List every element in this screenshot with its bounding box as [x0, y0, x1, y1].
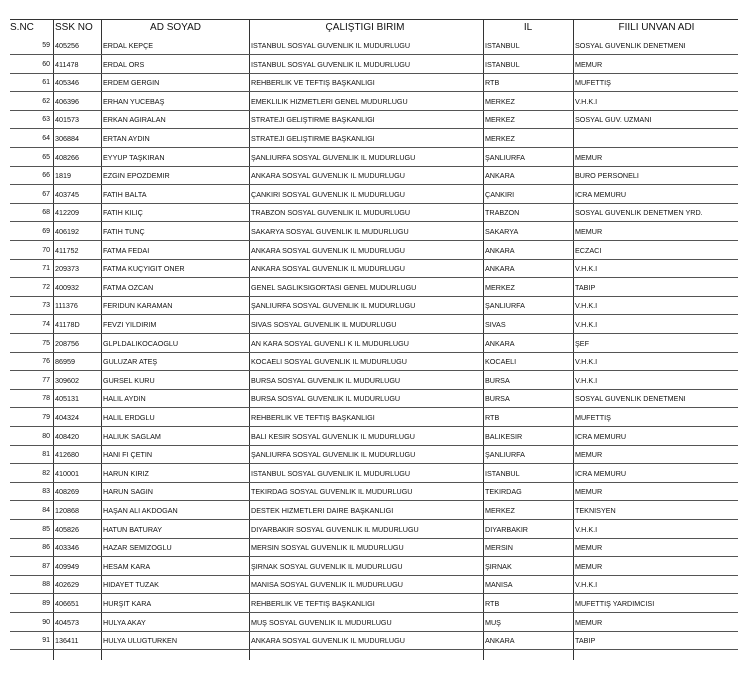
cell-ssk-no: 405256 — [55, 41, 79, 50]
cell-ssk-no: 403745 — [55, 189, 79, 199]
cell-birim: ŞANLIURFA SOSYAL GUVENLIK IL MUDURLUGU — [251, 152, 416, 162]
cell-ad-soyad: GURSEL KURU — [103, 375, 155, 385]
cell-unvan: MEMUR — [575, 59, 603, 69]
cell-ssk-no: 86959 — [55, 357, 75, 367]
cell-ssk-no: 405131 — [55, 394, 79, 404]
table-row — [10, 316, 738, 334]
cell-ssk-no: 410001 — [55, 468, 79, 478]
cell-il: MERKEZ — [485, 96, 515, 106]
cell-ad-soyad: FATMA FEDAI — [103, 245, 150, 255]
cell-il: MERKEZ — [485, 282, 515, 292]
cell-ssk-no: 412680 — [55, 450, 79, 460]
cell-snc: 67 — [42, 190, 50, 198]
cell-unvan: V.H.K.I — [575, 264, 598, 274]
cell-ad-soyad: FATIH TUNÇ — [103, 227, 145, 236]
cell-snc: 87 — [42, 562, 50, 570]
cell-birim: MUŞ SOSYAL GUVENLIK IL MUDURLUGU — [251, 617, 392, 627]
cell-unvan: SOSYAL GUVENLIK DENETMEN YRD. — [575, 208, 703, 218]
cell-birim: SAKARYA SOSYAL GUVENLIK IL MUDURLUGU — [251, 227, 409, 236]
table-row — [10, 353, 738, 371]
cell-ad-soyad: ERDEM GERGIN — [103, 78, 160, 88]
cell-snc: 83 — [42, 488, 50, 496]
table-row — [10, 130, 738, 148]
column-header-birim: ÇALIŞTIGI BIRIM — [325, 22, 405, 33]
cell-ad-soyad: ERTAN AYDIN — [103, 134, 150, 143]
cell-birim: TRABZON SOSYAL GUVENLIK IL MUDURLUGU — [251, 208, 411, 218]
cell-snc: 84 — [42, 507, 50, 514]
cell-unvan: MEMUR — [575, 617, 603, 627]
cell-ssk-no: 208756 — [55, 338, 79, 348]
cell-snc: 66 — [42, 172, 50, 180]
cell-birim: ISTANBUL SOSYAL GUVENLIK IL MUDURLUGU — [251, 41, 411, 50]
cell-ad-soyad: FERIDUN KARAMAN — [103, 301, 173, 311]
cell-ad-soyad: HAZAR SEMIZOGLU — [103, 543, 172, 553]
cell-il: ŞIRNAK — [485, 561, 512, 571]
cell-il: ISTANBUL — [485, 468, 520, 478]
table-row — [10, 37, 738, 55]
cell-ssk-no: 400932 — [55, 282, 79, 292]
cell-il: BALIKESIR — [485, 431, 523, 441]
cell-ad-soyad: HALIUK SAGLAM — [103, 431, 161, 441]
cell-birim: MANISA SOSYAL GUVENLIK IL MUDURLUGU — [251, 580, 403, 590]
cell-il: MUŞ — [485, 617, 501, 627]
cell-snc: 61 — [42, 79, 50, 87]
column-header-snc: S.NC — [10, 22, 34, 33]
cell-snc: 78 — [42, 395, 50, 403]
table-row — [10, 576, 738, 594]
cell-unvan: V.H.K.I — [575, 580, 598, 590]
table-row — [10, 279, 738, 297]
cell-birim: ISTANBUL SOSYAL GUVENLIK IL MUDURLUGU — [251, 468, 411, 478]
cell-il: MERKEZ — [485, 506, 515, 515]
cell-birim: TEKIRDAG SOSYAL GUVENLIK IL MUDURLUGU — [251, 487, 413, 497]
cell-il: ISTANBUL — [485, 59, 520, 69]
column-header-ssk-no: SSK NO — [55, 22, 93, 33]
cell-ssk-no: 406396 — [55, 96, 79, 106]
cell-ad-soyad: HANI FI ÇETIN — [103, 450, 153, 460]
cell-ssk-no: 408420 — [55, 431, 79, 441]
cell-il: ÇANKIRI — [485, 189, 515, 199]
cell-birim: BURSA SOSYAL GUVENLIK IL MUDURLUGU — [251, 394, 401, 404]
cell-il: MERKEZ — [485, 134, 515, 143]
cell-birim: ANKARA SOSYAL GUVENLIK IL MUDURLUGU — [251, 636, 405, 646]
cell-ad-soyad: HESAM KARA — [103, 561, 151, 571]
cell-birim: MERSIN SOSYAL GUVENLIK IL MUDURLUGU — [251, 543, 404, 553]
cell-ad-soyad: HALIL ERDGLU — [103, 413, 155, 422]
cell-unvan: MEMUR — [575, 227, 603, 236]
cell-birim: BALI KESIR SOSYAL GUVENLIK IL MUDURLUGU — [251, 431, 415, 441]
cell-ad-soyad: GULUZAR ATEŞ — [103, 357, 158, 367]
cell-snc: 59 — [42, 42, 50, 49]
cell-unvan: SOSYAL GUV. UZMANI — [575, 115, 652, 125]
cell-unvan: MEMUR — [575, 450, 603, 460]
cell-ssk-no: 406192 — [55, 227, 79, 236]
cell-snc: 74 — [42, 321, 50, 328]
cell-snc: 86 — [42, 544, 50, 552]
cell-ad-soyad: FATIH BALTA — [103, 189, 147, 199]
cell-ad-soyad: HARUN SAGIN — [103, 487, 153, 497]
cell-ssk-no: 41178D — [55, 320, 80, 329]
table-row — [10, 297, 738, 315]
table-row — [10, 595, 738, 613]
cell-snc: 85 — [42, 525, 50, 533]
table-row — [10, 111, 738, 129]
table-row — [10, 446, 738, 464]
cell-il: MERSIN — [485, 543, 513, 553]
cell-birim: KOCAELI SOSYAL GUVENLIK IL MUDURLUGU — [251, 357, 407, 367]
table-row — [10, 204, 738, 222]
table-row — [10, 93, 738, 111]
cell-unvan: TABIP — [575, 282, 596, 292]
table-row — [10, 335, 738, 353]
table-row — [10, 614, 738, 632]
cell-snc: 73 — [42, 302, 50, 310]
table-row — [10, 521, 738, 539]
cell-snc: 60 — [42, 60, 50, 68]
cell-ad-soyad: EYYUP TAŞKIRAN — [103, 152, 165, 162]
cell-ssk-no: 1819 — [55, 171, 71, 181]
table-row — [10, 409, 738, 427]
cell-snc: 81 — [42, 451, 50, 459]
cell-birim: ANKARA SOSYAL GUVENLIK IL MUDURLUGU — [251, 245, 405, 255]
cell-birim: DIYARBAKIR SOSYAL GUVENLIK IL MUDURLUGU — [251, 524, 419, 534]
cell-snc: 62 — [42, 97, 50, 105]
cell-ssk-no: 406651 — [55, 599, 79, 608]
cell-ssk-no: 405346 — [55, 78, 79, 88]
cell-ad-soyad: ERKAN AGIRALAN — [103, 115, 166, 125]
table-row — [10, 167, 738, 185]
cell-ad-soyad: HIDAYET TUZAK — [103, 580, 159, 590]
cell-il: ANKARA — [485, 338, 515, 348]
cell-birim: ŞIRNAK SOSYAL GUVENLIK IL MUDURLUGU — [251, 561, 403, 571]
table-row — [10, 149, 738, 167]
cell-ad-soyad: FATMA KUÇYIGIT ONER — [103, 264, 185, 274]
cell-ad-soyad: HARUN KIRIZ — [103, 468, 149, 478]
cell-il: BURSA — [485, 394, 510, 404]
cell-unvan: V.H.K.I — [575, 375, 598, 385]
cell-snc: 68 — [42, 209, 50, 217]
cell-unvan: SOSYAL GUVENLIK DENETMENI — [575, 394, 686, 404]
cell-unvan: V.H.K.I — [575, 524, 598, 534]
cell-ssk-no: 408269 — [55, 487, 79, 497]
cell-snc: 82 — [42, 469, 50, 477]
cell-il: SAKARYA — [485, 227, 519, 236]
cell-unvan: ICRA MEMURU — [575, 431, 627, 441]
cell-birim: REHBERLIK VE TEFTIŞ BAŞKANLIGI — [251, 599, 375, 608]
column-header-ad-soyad: AD SOYAD — [150, 22, 201, 33]
cell-il: ANKARA — [485, 636, 515, 646]
cell-unvan — [575, 130, 738, 147]
cell-ad-soyad: HULYA AKAY — [103, 617, 146, 627]
cell-snc: 63 — [42, 116, 50, 124]
table-row — [10, 260, 738, 278]
cell-ssk-no: 120868 — [55, 506, 79, 515]
cell-il: RTB — [485, 599, 500, 608]
cell-unvan: BURO PERSONELI — [575, 171, 639, 181]
cell-ad-soyad: ERDAL ORS — [103, 59, 145, 69]
cell-il: SIVAS — [485, 320, 506, 329]
cell-ssk-no: 403346 — [55, 543, 79, 553]
cell-unvan: MUFETTIŞ — [575, 413, 611, 422]
cell-unvan: V.H.K.I — [575, 96, 598, 106]
cell-ssk-no: 401573 — [55, 115, 79, 125]
cell-snc: 76 — [42, 358, 50, 366]
cell-unvan: MEMUR — [575, 543, 603, 553]
cell-ad-soyad: HURŞIT KARA — [103, 599, 152, 608]
cell-snc: 70 — [42, 246, 50, 254]
cell-ssk-no: 306884 — [55, 134, 79, 143]
cell-birim: DESTEK HIZMETLERI DAIRE BAŞKANLIGI — [251, 506, 394, 515]
cell-unvan: ICRA MEMURU — [575, 189, 627, 199]
column-header-il: IL — [523, 22, 533, 33]
cell-ssk-no: 209373 — [55, 264, 79, 274]
cell-il: RTB — [485, 78, 500, 88]
table-row — [10, 223, 738, 241]
cell-ssk-no: 411752 — [55, 245, 79, 255]
cell-unvan: MEMUR — [575, 152, 603, 162]
cell-ssk-no: 405826 — [55, 524, 79, 534]
cell-snc: 80 — [42, 432, 50, 440]
cell-il: DIYARBAKIR — [485, 524, 529, 534]
table-row — [10, 502, 738, 520]
cell-unvan: ŞEF — [575, 338, 589, 348]
cell-ad-soyad: HATUN BATURAY — [103, 524, 163, 534]
cell-birim: ŞANLIURFA SOSYAL GUVENLIK IL MUDURLUGU — [251, 450, 416, 460]
cell-ad-soyad: FATIH KILIÇ — [103, 208, 143, 218]
table-row — [10, 56, 738, 74]
table-row — [10, 483, 738, 501]
cell-snc: 89 — [42, 600, 50, 607]
cell-unvan: V.H.K.I — [575, 301, 598, 311]
cell-ad-soyad: ERDAL KEPÇE — [103, 41, 154, 50]
cell-birim: ISTANBUL SOSYAL GUVENLIK IL MUDURLUGU — [251, 59, 411, 69]
cell-ssk-no: 402629 — [55, 580, 79, 590]
cell-snc: 88 — [42, 581, 50, 589]
cell-birim: ANKARA SOSYAL GUVENLIK IL MUDURLUGU — [251, 171, 405, 181]
cell-birim: STRATEJI GELIŞTIRME BAŞKANLIGI — [251, 134, 375, 143]
table-row — [10, 558, 738, 576]
cell-birim: BURSA SOSYAL GUVENLIK IL MUDURLUGU — [251, 375, 401, 385]
cell-snc: 65 — [42, 153, 50, 161]
cell-snc: 64 — [42, 135, 50, 142]
cell-birim: REHBERLIK VE TEFTIŞ BAŞKANLIGI — [251, 78, 375, 88]
table-row — [10, 242, 738, 260]
cell-ssk-no: 136411 — [55, 636, 79, 646]
cell-il: ŞANLIURFA — [485, 152, 525, 162]
column-header-unvan: FIILI UNVAN ADI — [618, 22, 695, 33]
cell-unvan: MUFETTIŞ YARDIMCISI — [575, 599, 655, 608]
cell-snc: 69 — [42, 228, 50, 235]
cell-il: MANISA — [485, 580, 513, 590]
cell-il: ANKARA — [485, 264, 515, 274]
cell-il: ŞANLIURFA — [485, 450, 525, 460]
cell-ssk-no: 411478 — [55, 59, 79, 69]
cell-birim: GENEL SAGLIKSIGORTASI GENEL MUDURLUGU — [251, 282, 417, 292]
cell-ad-soyad: HALIL AYDIN — [103, 394, 146, 404]
cell-ad-soyad: HAŞAN ALI AKDOGAN — [103, 506, 178, 515]
table-row — [10, 465, 738, 483]
cell-unvan: TEKNISYEN — [575, 506, 616, 515]
cell-unvan: V.H.K.I — [575, 357, 598, 367]
table-row — [10, 74, 738, 92]
table-row — [10, 632, 738, 650]
cell-ssk-no: 404573 — [55, 617, 79, 627]
cell-ssk-no: 412209 — [55, 208, 79, 218]
cell-il: TEKIRDAG — [485, 487, 522, 497]
cell-unvan: MEMUR — [575, 561, 603, 571]
cell-ssk-no: 111376 — [55, 301, 78, 311]
cell-il: ANKARA — [485, 245, 515, 255]
cell-il: TRABZON — [485, 208, 520, 218]
cell-il: ŞANLIURFA — [485, 301, 525, 311]
cell-ad-soyad: EZGIN EPOZDEMIR — [103, 171, 170, 181]
cell-snc: 72 — [42, 283, 50, 291]
cell-il: BURSA — [485, 375, 510, 385]
cell-unvan: MUFETTIŞ — [575, 78, 611, 88]
cell-unvan: TABIP — [575, 636, 596, 646]
cell-unvan: ECZACI — [575, 245, 602, 255]
cell-ssk-no: 409949 — [55, 561, 79, 571]
cell-unvan: MEMUR — [575, 487, 603, 497]
cell-ad-soyad: GLPLDALIKOCAOGLU — [103, 338, 179, 348]
cell-snc: 90 — [42, 618, 50, 626]
cell-il: ISTANBUL — [485, 41, 520, 50]
cell-unvan: V.H.K.I — [575, 320, 598, 329]
cell-snc: 71 — [42, 265, 50, 273]
cell-snc: 91 — [42, 637, 50, 645]
cell-ad-soyad: ERHAN YUCEBAŞ — [103, 96, 165, 106]
cell-birim: REHBERLIK VE TEFTIŞ BAŞKANLIGI — [251, 413, 375, 422]
table-row — [10, 372, 738, 390]
table-row — [10, 186, 738, 204]
cell-ssk-no: 309602 — [55, 375, 79, 385]
cell-unvan: ICRA MEMURU — [575, 468, 627, 478]
cell-snc: 77 — [42, 376, 50, 384]
cell-ssk-no: 404324 — [55, 413, 79, 422]
cell-ad-soyad: FATMA OZCAN — [103, 282, 154, 292]
cell-birim: STRATEJI GELIŞTIRME BAŞKANLIGI — [251, 115, 375, 125]
cell-snc: 75 — [42, 339, 50, 347]
table-row — [10, 539, 738, 557]
cell-birim: EMEKLILIK HIZMETLERI GENEL MUDURLUGU — [251, 96, 408, 106]
cell-unvan: SOSYAL GUVENLIK DENETMENI — [575, 41, 686, 50]
cell-birim: AN KARA SOSYAL GUVENLI K IL MUDURLUGU — [251, 338, 409, 348]
table-row — [10, 428, 738, 446]
cell-il: RTB — [485, 413, 500, 422]
cell-birim: SIVAS SOSYAL GUVENLIK IL MUDURLUGU — [251, 320, 397, 329]
cell-il: KOCAELI — [485, 357, 517, 367]
table-row — [10, 390, 738, 408]
cell-ad-soyad: FEVZI YILDIRIM — [103, 320, 157, 329]
cell-il: ANKARA — [485, 171, 515, 181]
cell-il: MERKEZ — [485, 115, 515, 125]
cell-birim: ANKARA SOSYAL GUVENLIK IL MUDURLUGU — [251, 264, 405, 274]
cell-ssk-no: 408266 — [55, 152, 79, 162]
cell-snc: 79 — [42, 414, 50, 421]
cell-birim: ÇANKIRI SOSYAL GUVENLIK IL MUDURLUGU — [251, 189, 405, 199]
cell-ad-soyad: HULYA ULUGTURKEN — [103, 636, 178, 646]
cell-birim: ŞANLIURFA SOSYAL GUVENLIK IL MUDURLUGU — [251, 301, 416, 311]
